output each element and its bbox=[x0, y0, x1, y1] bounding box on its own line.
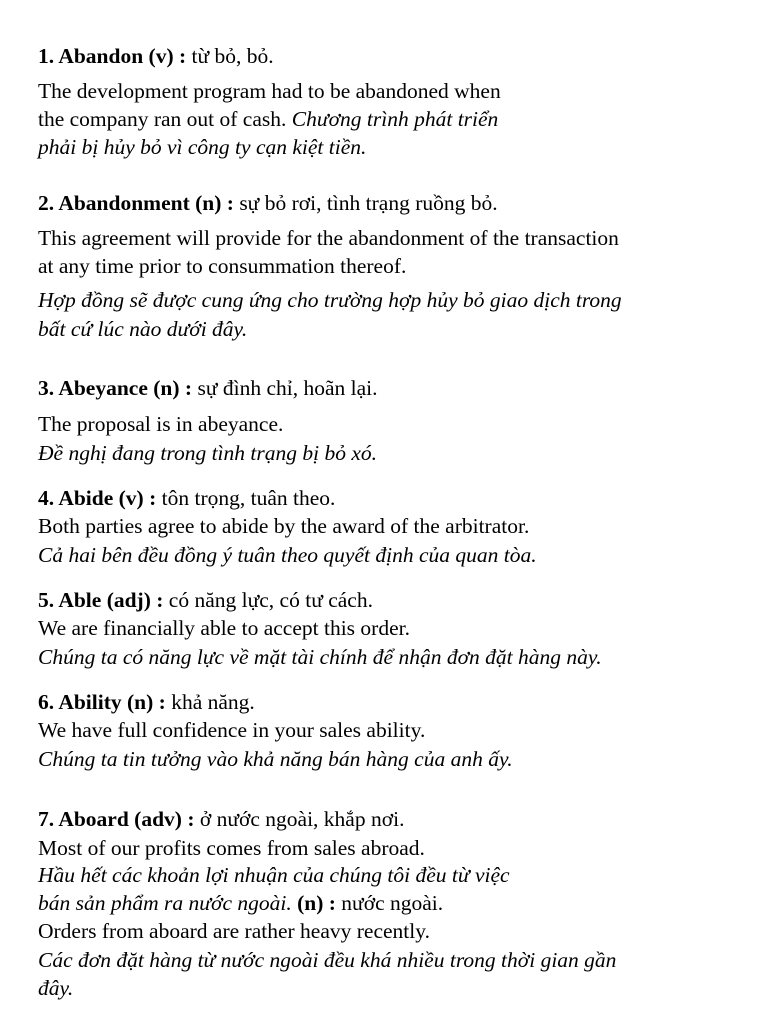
example-en-line: We have full confidence in your sales ability. bbox=[38, 718, 426, 742]
example-vi-text: Chương trình phát triển bbox=[291, 107, 499, 131]
example-en-text: the company ran out of cash. bbox=[38, 107, 292, 131]
example-vi-line: Chúng ta có năng lực về mặt tài chính để nhận đơn đặt hàng này. bbox=[38, 645, 602, 669]
example-vi-line: Hợp đồng sẽ được cung ứng cho trường hợp hủy bỏ giao dịch trong bbox=[38, 288, 622, 312]
example-en-line: We are financially able to accept this order. bbox=[38, 616, 410, 640]
entry-1-headline bbox=[38, 42, 274, 70]
entry-meaning: ở nước ngoài, khắp nơi. bbox=[194, 807, 405, 831]
example-vi-text: bán sản phẩm ra nước ngoài. bbox=[38, 891, 298, 915]
entry-4-headline bbox=[38, 484, 335, 512]
example-en-line: at any time prior to consummation thereof. bbox=[38, 254, 407, 278]
example-vi-line: bất cứ lúc nào dưới đây. bbox=[38, 317, 248, 341]
noun-heading: (n) : bbox=[297, 891, 336, 915]
entry-heading: 3. Abeyance (n) : bbox=[38, 376, 193, 400]
example-vi-line bbox=[38, 889, 443, 917]
entry-6-headline bbox=[38, 688, 255, 716]
example-vi-line: Các đơn đặt hàng từ nước ngoài đều khá nhiều trong thời gian gần bbox=[38, 948, 617, 972]
entry-heading: 2. Abandonment (n) : bbox=[38, 191, 234, 215]
entry-7-headline bbox=[38, 805, 404, 833]
entry-2-headline bbox=[38, 189, 498, 217]
entry-heading: 5. Able (adj) : bbox=[38, 588, 164, 612]
example-en-line bbox=[38, 105, 498, 133]
example-en-line: This agreement will provide for the abandonment of the transaction bbox=[38, 226, 619, 250]
entry-meaning: từ bỏ, bỏ. bbox=[186, 44, 274, 68]
entry-meaning: sự đình chỉ, hoãn lại. bbox=[192, 376, 378, 400]
example-vi-line: đây. bbox=[38, 976, 74, 1000]
entry-meaning: có năng lực, có tư cách. bbox=[163, 588, 373, 612]
entry-heading: 6. Ability (n) : bbox=[38, 690, 166, 714]
example-vi-line: Chúng ta tin tưởng vào khả năng bán hàng của anh ấy. bbox=[38, 747, 513, 771]
entry-meaning: khả năng. bbox=[165, 690, 255, 714]
entry-heading: 1. Abandon (v) : bbox=[38, 44, 187, 68]
entry-heading: 7. Aboard (adv) : bbox=[38, 807, 195, 831]
entry-meaning: tôn trọng, tuân theo. bbox=[156, 486, 336, 510]
example-en-line: The development program had to be abandoned when bbox=[38, 79, 501, 103]
entry-3-headline bbox=[38, 374, 378, 402]
example-vi-line: phải bị hủy bỏ vì công ty cạn kiệt tiền. bbox=[38, 135, 367, 159]
example-vi-line: Cả hai bên đều đồng ý tuân theo quyết định của quan tòa. bbox=[38, 543, 537, 567]
example-en-line: The proposal is in abeyance. bbox=[38, 412, 284, 436]
entry-5-headline bbox=[38, 586, 373, 614]
entry-heading: 4. Abide (v) : bbox=[38, 486, 157, 510]
example-vi-line: Đề nghị đang trong tình trạng bị bỏ xó. bbox=[38, 441, 378, 465]
example-en-line: Orders from aboard are rather heavy recently. bbox=[38, 919, 430, 943]
example-en-line: Both parties agree to abide by the award of the arbitrator. bbox=[38, 514, 530, 538]
noun-meaning: nước ngoài. bbox=[335, 891, 444, 915]
entry-meaning: sự bỏ rơi, tình trạng ruồng bỏ. bbox=[233, 191, 498, 215]
example-vi-line: Hầu hết các khoản lợi nhuận của chúng tôi đều từ việc bbox=[38, 863, 510, 887]
example-en-line: Most of our profits comes from sales abroad. bbox=[38, 836, 425, 860]
